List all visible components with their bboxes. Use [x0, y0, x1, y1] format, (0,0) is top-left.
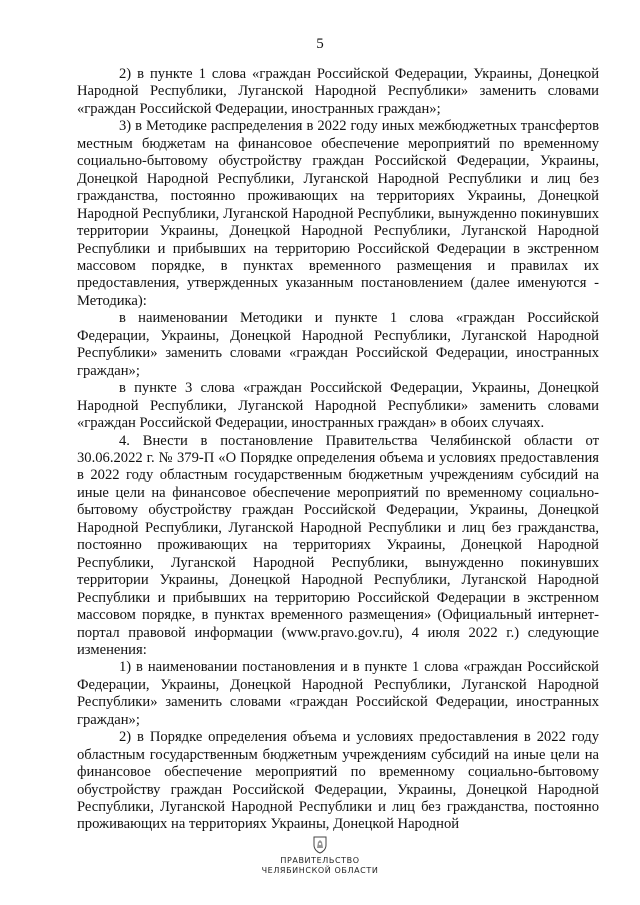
paragraph-item-2: 2) в пункте 1 слова «граждан Российской Федерации, Украины, Донецкой Народной Республики, Луганской Народной Республики» заменить словами «граждан Российской Федерации, иностранных граждан»; [77, 66, 599, 117]
stamp-line-region: ЧЕЛЯБИНСКОЙ ОБЛАСТИ [261, 866, 379, 875]
coat-of-arms-icon [312, 836, 328, 854]
paragraph-methodology-name: в наименовании Методики и пункте 1 слова «граждан Российской Федерации, Украины, Донецкой Народной Республики, Луганской Народной Республики» заменить словами «граждан Российской Федерации, иностранных граждан»; [77, 310, 599, 379]
document-body [77, 66, 599, 834]
stamp-line-government: ПРАВИТЕЛЬСТВО [280, 856, 360, 865]
paragraph-point-3: в пункте 3 слова «граждан Российской Федерации, Украины, Донецкой Народной Республики, Луганской Народной Республики» заменить словами «граждан Российской Федерации, иностранных граждан» в обоих случаях. [77, 380, 599, 432]
paragraph-sub-1: 1) в наименовании постановления и в пункте 1 слова «граждан Российской Федерации, Украины, Донецкой Народной Республики, Луганской Народной Республики» заменить словами «граждан Российской Федерации, иностранных граждан»; [77, 659, 599, 728]
paragraph-section-4: 4. Внести в постановление Правительства Челябинской области от 30.06.2022 г. № 379-П «О Порядке определения объема и условиях предоставления в 2022 году областным государственным бюджетным учреждениям субсидий на иные цели на финансовое обеспечение мероприятий по временному социально-бытовому обустройству граждан Российской Федерации, Украины, Донецкой Народной Республики, Луганской Народной Республики и лиц без гражданства, постоянно проживающих на территориях Украины, Донецкой Народной Республики, Луганской Народной Республики, вынужденно покинувших территории Украины, Донецкой Народной Республики, Луганской Народной Республики и прибывших на территорию Российской Федерации в экстренном массовом порядке, в пунктах временного размещения» (Официальный интернет-портал правовой информации (www.pravo.gov.ru), 4 июля 2022 г.) следующие изменения: [77, 432, 599, 658]
paragraph-sub-2: 2) в Порядке определения объема и условиях предоставления в 2022 году областным государственным бюджетным учреждениям субсидий на иные цели на финансовое обеспечение мероприятий по временному социально-бытовому обустройству граждан Российской Федерации, Украины, Донецкой Народной Республики, Луганской Народной Республики и лиц без гражданства, постоянно проживающих на территориях Украины, Донецкой Народной [77, 729, 599, 833]
page-number: 5 [316, 36, 324, 52]
government-stamp [0, 836, 640, 876]
paragraph-item-3: 3) в Методике распределения в 2022 году иных межбюджетных трансфертов местным бюджетам на финансовое обеспечение мероприятий по временному социально-бытовому обустройству граждан Российской Федерации, Украины, Донецкой Народной Республики, Луганской Народной Республики и лиц без гражданства, постоянно проживающих на территориях Украины, Донецкой Народной Республики, Луганской Народной Республики, вынужденно покинувших территории Украины, Донецкой Народной Республики, Луганской Народной Республики и прибывших на территорию Российской Федерации в экстренном массовом порядке, в пунктах временного размещения и правилах их предоставления, утвержденных указанным постановлением (далее именуются - Методика): [77, 118, 599, 309]
